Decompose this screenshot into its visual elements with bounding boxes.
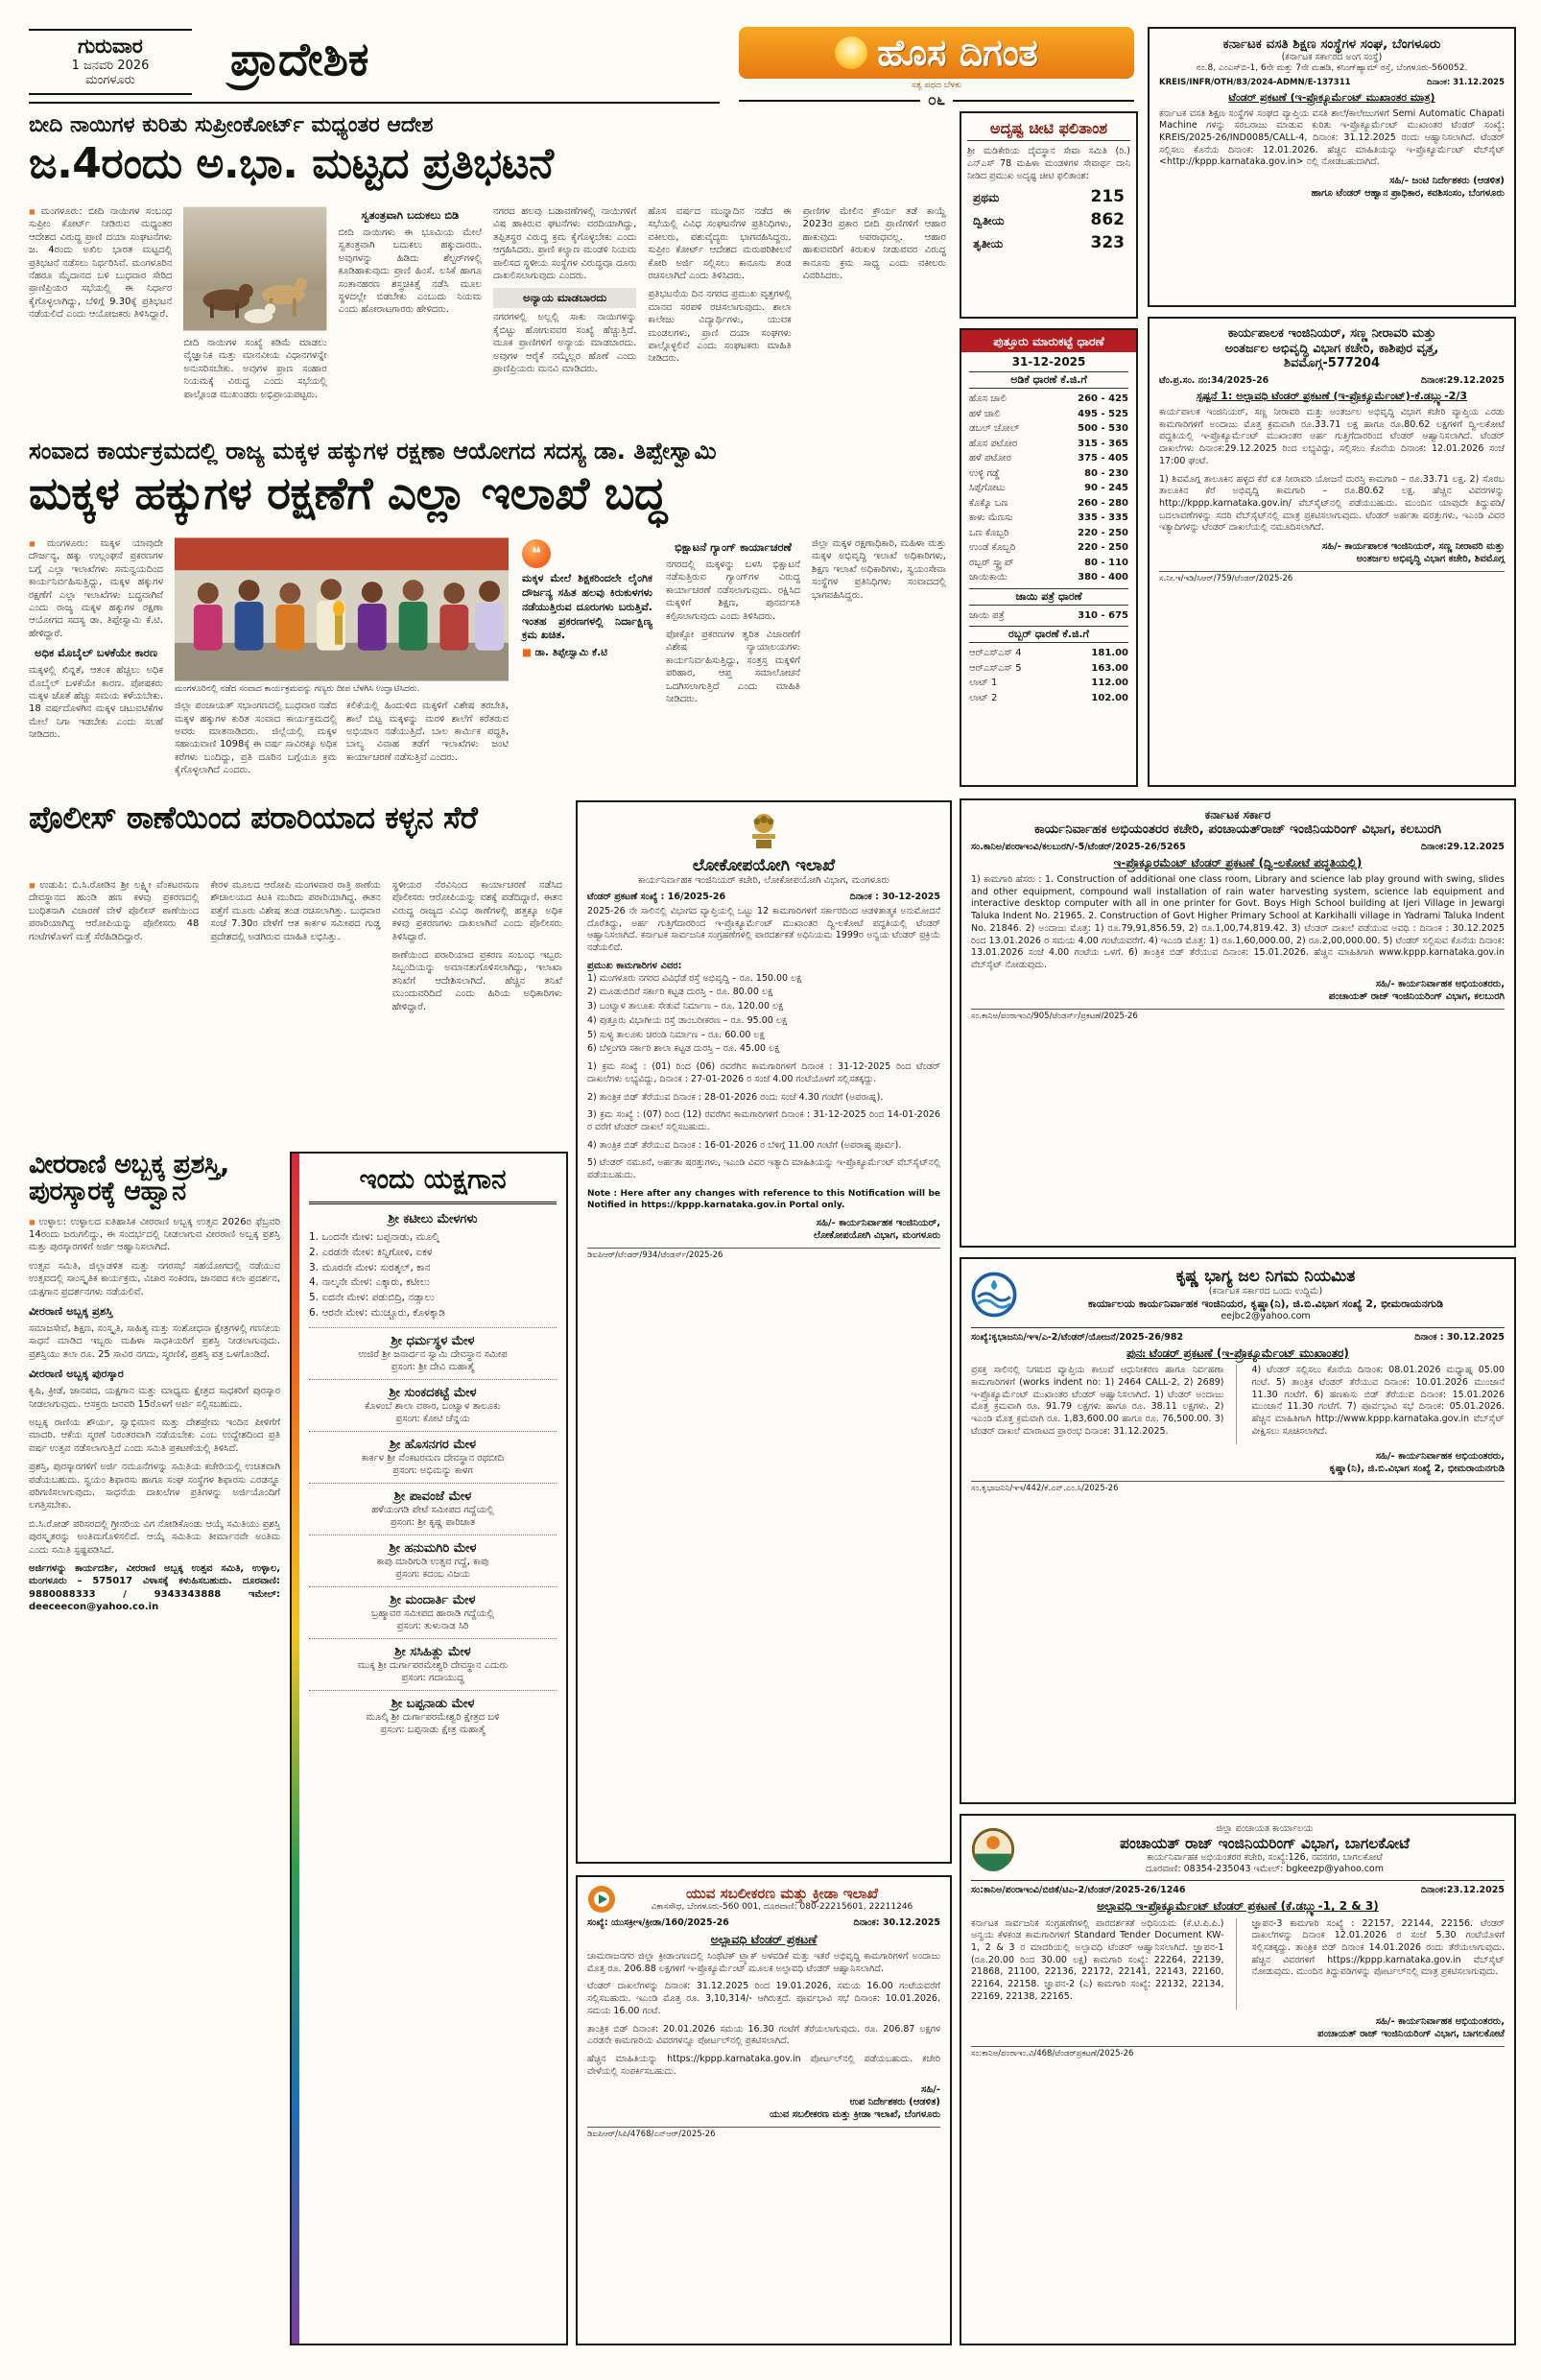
mela-prasanga: ಪ್ರಸಂಗ: ಕದಂಬ ವಿಜಯ [395, 1568, 470, 1580]
market-row [969, 556, 1128, 571]
government-label: ಕರ್ನಾಟಕ ಸರ್ಕಾರ [1204, 808, 1271, 821]
paragraph: ನಗರಗಳಲ್ಲಿ ಅಲ್ಲಲ್ಲಿ ಸಾಕು ನಾಯಿಗಳನ್ನು ಕೈಬಿಟ್ಟು ಹೋಗುವವರ ಸಂಖ್ಯೆ ಹೆಚ್ಚುತ್ತಿದೆ. ಮೂಕ ಪ್ರಾಣಿಗಳಿಗೆ ಅನ್ಯಾಯ ಮಾಡಬಾರದು. ಅವುಗಳ ಆರೈಕೆ ನಮ್ಮೆಲ್ಲರ ಹೊಣೆ ಎಂದು ಪ್ರಾಣಿಪ್ರಿಯರು ಮನವಿ ಮಾಡಿದರು. [492, 312, 637, 374]
price: 163.00 [1091, 662, 1128, 674]
paragraph: ಪೋಕ್ಸೋ ಪ್ರಕರಣಗಳ ತ್ವರಿತ ವಿಚಾರಣೆಗೆ ವಿಶೇಷ ನ್ಯಾಯಾಲಯಗಳು ಕಾರ್ಯನಿರ್ವಹಿಸುತ್ತಿದ್ದು, ಸಂತ್ರಸ್ತ ಮಕ್ಕಳಿಗೆ ಪರಿಹಾರ, ಆಪ್ತ ಸಮಾಲೋಚನೆ ಒದಗಿಸಲಾಗುತ್ತಿದೆ ಎಂದು ಮಾಹಿತಿ ನೀಡಿದರು. [666, 629, 800, 704]
mela-entry [309, 1328, 557, 1380]
sun-logo-icon [835, 36, 867, 69]
paragraph: ನಗರದಲ್ಲಿ ಮಕ್ಕಳನ್ನು ಬಳಸಿ ಭಿಕ್ಷಾಟನೆ ನಡೆಸುತ್ತಿರುವ ಗ್ಯಾಂಗ್‌ಗಳ ವಿರುದ್ಧ ಕಾರ್ಯಾಚರಣೆ ನಡೆಸಲಾಗುವುದು. ರಕ್ಷಿಸಿದ ಮಕ್ಕಳಿಗೆ ಶಿಕ್ಷಣ, ಪುನರ್ವಸತಿ ಕಲ್ಪಿಸಲಾಗುವುದು ಎಂದು ತಿಳಿಸಿದರು. [666, 559, 800, 622]
paragraph: ಮಕ್ಕಳಲ್ಲಿ ಖಿನ್ನತೆ, ಆತಂಕ ಹೆಚ್ಚಲು ಅಧಿಕ ಮೊಬೈಲ್ ಬಳಕೆಯೇ ಕಾರಣ. ಪೋಷಕರು ಮಕ್ಕಳ ಜೊತೆ ಹೆಚ್ಚು ಸಮಯ ಕಳೆಯಬೇಕು. 18 ವರ್ಷದೊಳಗಿನ ಮಕ್ಕಳ ಚಟುವಟಿಕೆಗಳ ಮೇಲೆ ನಿಗಾ ಇಡಬೇಕು ಎಂದು ಸಲಹೆ ನೀಡಿದರು. [29, 665, 163, 741]
office-name: ಕಾರ್ಯಪಾಲಕ ಇಂಜಿನಿಯರ್, ಸಣ್ಣ ನೀರಾವರಿ ಮತ್ತು [1227, 326, 1436, 341]
paragraph: ಹೊಸ ವರ್ಷದ ಮುನ್ನಾದಿನ ನಡೆದ ಈ ಸಭೆಯಲ್ಲಿ ವಿವಿಧ ಸಂಘಟನೆಗಳ ಪ್ರತಿನಿಧಿಗಳು, ವಕೀಲರು, ಪಶುವೈದ್ಯರು ಭಾಗವಹಿಸಿದ್ದರು. ಸುಪ್ರೀಂ ಕೋರ್ಟ್ ಆದೇಶದ ಮರುಪರಿಶೀಲನೆ ಕೋರಿ ಅರ್ಜಿ ಸಲ್ಲಿಸಲು ಕಾನೂನು ತಂಡ ರಚಿಸಲಾಗಿದೆ ಎಂದು ತಿಳಿಸಿದರು. [648, 206, 792, 281]
office-name: ಕಾರ್ಯನಿರ್ವಾಹಕ ಅಭಿಯಂತರರ ಕಚೇರಿ, ಪಂಚಾಯತ್‌ರಾಜ್ ಇಂಜಿನಿಯರಿಂಗ್ ವಿಭಾಗ, ಕಲಬುರಗಿ [1033, 821, 1442, 838]
price: 181.00 [1091, 648, 1128, 658]
lottery-row [973, 233, 1125, 252]
signature-line: ಅಂತರ್ಜಲ ಅಭಿವೃದ್ಧಿ ವಿಭಾಗ ಕಚೇರಿ, ಶಿವಮೊಗ್ಗ [1356, 554, 1505, 565]
prize-label: ದ್ವಿತೀಯ [973, 214, 1005, 228]
kalaburagi-tender-notice [960, 798, 1516, 1248]
tender-date: ದಿನಾಂಕ : 30-12-2025 [849, 891, 940, 902]
market-row [969, 646, 1128, 661]
paper-tagline: ಸತ್ಯ ಪಥದ ಬೆಳಕು [911, 81, 962, 90]
shivamogga-tender-notice [1148, 317, 1516, 787]
mela-venue: ಕಾರ್ಕಳ ಶ್ರೀ ವೆಂಕಟರಮಣ ದೇವಸ್ಥಾನ ರಥಬೀದಿ [361, 1452, 505, 1464]
mela-name: ಶ್ರೀ ಹೊಸನಗರ ಮೇಳ [389, 1437, 477, 1452]
commodity: ಹಳೆ ಚಾಲಿ [969, 408, 1001, 419]
tender-date: ದಿನಾಂಕ : 30.12.2025 [1414, 1331, 1505, 1343]
kbjnl-logo-icon [971, 1272, 1017, 1318]
tender-date: ದಿನಾಂಕ:23.12.2025 [1420, 1885, 1505, 1896]
signature-line: ಸಹಿ/- ಕಾರ್ಯನಿರ್ವಾಹಕ ಇಂಜಿನಿಯರ್, [816, 1217, 940, 1228]
paper-name: ಹೊಸ ದಿಗಂತ [877, 31, 1038, 74]
paragraph: ಜಿಲ್ಲಾ ಮಕ್ಕಳ ರಕ್ಷಣಾಧಿಕಾರಿ, ಮಹಿಳಾ ಮತ್ತು ಮಕ್ಕಳ ಅಭಿವೃದ್ಧಿ ಇಲಾಖೆ ಅಧಿಕಾರಿಗಳು, ಶಿಕ್ಷಣ ಇಲಾಖೆ ಅಧಿಕಾರಿಗಳು, ಸ್ವಯಂಸೇವಾ ಸಂಸ್ಥೆಗಳ ಪ್ರತಿನಿಧಿಗಳು ಸಂವಾದದಲ್ಲಿ ಭಾಗವಹಿಸಿದ್ದರು. [812, 538, 946, 601]
mela-venue: ಕಾಪು ಮಾರಿಗುಡಿ ಉತ್ಸವ ಗದ್ದೆ, ಕಾಪು [376, 1556, 489, 1567]
work-item: 6) ಬೆಳ್ತಂಗಡಿ ಸರ್ಕಾರಿ ಶಾಲಾ ಕಟ್ಟಡ ದುರಸ್ತಿ – ರೂ. 45.00 ಲಕ್ಷ [587, 1043, 780, 1055]
paragraph: ◼ ಮಂಗಳೂರು: ಮಕ್ಕಳ ಯಾವುದೇ ದೌರ್ಜನ್ಯ, ಹಕ್ಕು ಉಲ್ಲಂಘನೆ ಪ್ರಕರಣಗಳ ಬಗ್ಗೆ ಎಲ್ಲಾ ಇಲಾಖೆಗಳು ಸಮನ್ವಯದಿಂದ ಕಾರ್ಯನಿರ್ವಹಿಸುತ್ತಿದ್ದು, ಮಕ್ಕಳ ಹಕ್ಕುಗಳ ರಕ್ಷಣೆಗೆ ಎಲ್ಲಾ ಇಲಾಖೆಗಳು ಬದ್ಧವಾಗಿವೆ ಎಂದು ರಾಜ್ಯ ಮಕ್ಕಳ ಹಕ್ಕುಗಳ ರಕ್ಷಣಾ ಆಯೋಗದ ಸದಸ್ಯ ಡಾ. ತಿಪ್ಪೇಸ್ವಾಮಿ ಕೆ.ಟಿ. ಹೇಳಿದ್ದಾರೆ. [29, 537, 163, 640]
kateelu-title: ಶ್ರೀ ಕಟೀಲು ಮೇಳಗಳು [388, 1212, 478, 1226]
mela-entry [309, 1484, 557, 1535]
notice-note: Note : Here after any changes with reference to this Notification will be Notified in https://kppp.karnataka.gov.in Portal only. [587, 1188, 940, 1210]
price-range: 335 - 335 [1078, 512, 1128, 523]
article-police-headline: ಪೊಲೀಸ್ ಠಾಣೆಯಿಂದ ಪರಾರಿಯಾದ ಕಳ್ಳನ ಸೆರೆ [29, 799, 478, 836]
office-name: ಕಾರ್ಯನಿರ್ವಾಹಕ ಇಂಜಿನಿಯರ್ ಕಚೇರಿ, ಲೋಕೋಪಯೋಗಿ ವಿಭಾಗ, ಮಂಗಳೂರು [638, 875, 889, 887]
kateelu-item: 4. ನಾಲ್ಕನೇ ಮೇಳ: ಎಕ್ಕಾರು, ಕಟೀಲು [309, 1276, 430, 1289]
yakshagana-title: ಇಂದು ಯಕ್ಷಗಾನ [309, 1163, 557, 1204]
page-number-rule [739, 90, 1134, 108]
price-range: 80 - 230 [1084, 467, 1128, 479]
notice-heading: ಪುನಃ ಟೆಂಡರ್ ಪ್ರಕಟಣೆ (ಇ-ಪ್ರೊಕ್ಯೂರ್ಮೆಂಟ್ ಮುಖಾಂತರ) [1126, 1345, 1349, 1360]
notice-body: ಜ್ಞಾಪನ-3 ಕಾಮಗಾರಿ ಸಂಖ್ಯೆ : 22157, 22144, 22156. ಟೆಂಡರ್ ದಾಖಲೆಗಳನ್ನು ದಿನಾಂಕ 12.01.2026 ರ ಸಂಜೆ 5.30 ಗಂಟೆಯೊಳಗೆ ಸಲ್ಲಿಸತಕ್ಕದ್ದು. ತಾಂತ್ರಿಕ ಬಿಡ್ ದಿನಾಂಕ 14.01.2026 ರಂದು ತೆರೆಯಲಾಗುವುದು. ಹೆಚ್ಚಿನ ವಿವರಗಳಿಗೆ https://kppp.karnataka.gov.in ವೆಬ್‌ಸೈಟ್ ನೋಡುವುದು. ಮುಂದಿನ ತಿದ್ದುಪಡಿಗಳನ್ನು ಪೋರ್ಟಲ್‌ನಲ್ಲಿ ಮಾತ್ರ ಪ್ರಕಟಿಸಲಾಗುವುದು. [1251, 1917, 1505, 1978]
article-abbakka-headline: ವೀರರಾಣಿ ಅಬ್ಬಕ್ಕ ಪ್ರಶಸ್ತಿ, ಪುರಸ್ಕಾರಕ್ಕೆ ಆಹ್ವಾನ [29, 1152, 229, 1207]
commodity: ಜಾಯಿಕಾಯಿ [969, 572, 1008, 583]
tender-date: ದಿನಾಂಕ:29.12.2025 [1420, 374, 1505, 386]
mela-entry [309, 1380, 557, 1432]
org-address: ಕಾರ್ಯನಿರ್ವಾಹಕ ಅಭಿಯಂತರರ ಕಚೇರಿ, ಸಂಖ್ಯೆ:126, ನವನಗರ, ಬಾಗಲಕೋಟೆ [1147, 1852, 1383, 1864]
paragraph: ಕೃಷಿ, ಕ್ರೀಡೆ, ಜಾನಪದ, ಯಕ್ಷಗಾನ ಮತ್ತು ಮಾಧ್ಯಮ ಕ್ಷೇತ್ರದ ಸಾಧಕರಿಗೆ ಪುರಸ್ಕಾರ ನೀಡಲಾಗುವುದು. ಆಸಕ್ತರು ಜನವರಿ 15ರೊಳಗೆ ಅರ್ಜಿ ಸಲ್ಲಿಸಬಹುದು. [29, 1386, 280, 1410]
sub-headline: ವೀರರಾಣಿ ಅಬ್ಬಕ್ಕ ಪ್ರಶಸ್ತಿ [29, 1304, 113, 1319]
mela-name: ಶ್ರೀ ಹನುಮಗಿರಿ ಮೇಳ [389, 1540, 477, 1556]
commodity: ಉಳ್ಳಿ ಗಡ್ಡೆ [969, 467, 1000, 479]
tender-ref: ಸಂಖ್ಯೆ: ಯುಸಕ್ರೀಇ/ಕ್ರೀಡಾ/160/2025-26 [587, 1917, 729, 1928]
market-row [969, 481, 1128, 496]
quote-text: ಮಕ್ಕಳ ಮೇಲೆ ಶಿಕ್ಷಕರಿಂದಲೇ ಲೈಂಗಿಕ ದೌರ್ಜನ್ಯ ಸಹಿತ ಹಲವು ಕಿರುಕುಳಗಳು ನಡೆಯುತ್ತಿರುವ ದೂರುಗಳು ಬರುತ್ತಿವೆ. ಇಂತಹ ಪ್ರಕರಣಗಳಲ್ಲಿ ನಿರ್ದಾಕ್ಷಿಣ್ಯ ಕ್ರಮ ಖಚಿತ. [522, 572, 652, 642]
mela-prasanga: ಪ್ರಸಂಗ: ಗದಾಯುದ್ಧ [401, 1672, 464, 1683]
notice-body: 1) ಕಾಮಗಾರಿ ಹೆಸರು : 1. Construction of additional one class room, Library and science lab play ground with swing, slides and other equipment, compound wall installation of rain water harvesting system, science lab equipment and interactive desktop computer with all in one printer for Govt. Boys High School building at Ijeri Village in Jewargi Taluka Indent No. 21965. 2. Construction of Govt Higher Primary School at Karkihalli village in Yadrami Taluka Indent No. 21846. 2) ಅಂದಾಜು ಮೊತ್ತ: 1) ರೂ.79,91,856.59, 2) ರೂ.1,00,74,819.42. 3) ಟೆಂಡರ್ ದಾಖಲೆ ಪಡೆಯುವ ಅವಧಿ : ದಿನಾಂಕ : 30.12.2025 ರಿಂದ 13.01.2026 ರ ಸಮಯ 4.00 ಗಂಟೆಯವರೆಗೆ. 4) ಇಎಂಡಿ ಮೊತ್ತ: 1) ರೂ.1,60,000.00, 2) ರೂ.2,00,000.00. 5) ಟೆಂಡರ್ ಸಲ್ಲಿಸುವ ಕೊನೆಯ ದಿನಾಂಕ: 13.01.2026 ಸಂಜೆ 4.00 ಗಂಟೆಯ ಒಳಗೆ. 6) ತಾಂತ್ರಿಕ ಬಿಡ್ ತೆರೆಯುವ ದಿನಾಂಕ: 15.01.2026. ಹೆಚ್ಚಿನ ಮಾಹಿತಿಗಾಗಿ www.kppp.karnataka.gov.in ವೆಬ್‌ಸೈಟ್ ನೋಡುವುದು. [971, 873, 1505, 970]
notice-intro: 2025-26 ನೇ ಸಾಲಿನಲ್ಲಿ ವಿಭಾಗದ ವ್ಯಾಪ್ತಿಯಲ್ಲಿ ಒಟ್ಟು 12 ಕಾಮಗಾರಿಗಳಿಗೆ ಸರ್ಕಾರದಿಂದ ಆಡಳಿತಾತ್ಮಕ ಅನುಮೋದನೆ ದೊರೆತಿದ್ದು, ಅರ್ಹ ಗುತ್ತಿಗೆದಾರರಿಂದ ಇ-ಪ್ರೊಕ್ಯೂರ್ಮೆಂಟ್ ಮುಖಾಂತರ ದ್ವಿ-ಲಕೋಟೆ ಪದ್ಧತಿಯಲ್ಲಿ ಟೆಂಡರ್ ಆಹ್ವಾನಿಸಲಾಗಿದೆ. ಕರ್ನಾಟಕ ಸಾರ್ವಜನಿಕ ಸಂಗ್ರಹಣೆಗಳಲ್ಲಿ ಪಾರದರ್ಶಕತೆ ಅಧಿನಿಯಮ 1999ರ ಅನ್ವಯ ಟೆಂಡರ್ ಪ್ರಕ್ರಿಯೆ ನಡೆಯಲಿದೆ. [587, 905, 940, 954]
lottery-row [973, 210, 1125, 229]
notice-body: ಕರ್ನಾಟಕ ವಸತಿ ಶಿಕ್ಷಣ ಸಂಸ್ಥೆಗಳ ಸಂಘದ ವ್ಯಾಪ್ತಿಯ ವಸತಿ ಶಾಲೆ/ಕಾಲೇಜುಗಳಿಗೆ Semi Automatic Chapati Machine ಗಳನ್ನು ಸರಬರಾಜು ಮಾಡುವ ಕುರಿತು ಇ-ಪ್ರೊಕ್ಯೂರ್ಮೆಂಟ್ ಮುಖಾಂತರ ಟೆಂಡರ್ ಸಂಖ್ಯೆ: KREIS/2025-26/IND0085/CALL-4, ದಿನಾಂಕ: 31.12.2025 ರಂದು ಆಹ್ವಾನಿಸಲಾಗಿದೆ. ಟೆಂಡರ್ ಸಲ್ಲಿಸಲು ಕೊನೆಯ ದಿನಾಂಕ: 12.01.2026. ಹೆಚ್ಚಿನ ಮಾಹಿತಿಯನ್ನು ಇ-ಪ್ರೊಕ್ಯೂರ್ಮೆಂಟ್ ವೆಬ್‌ಸೈಟ್ <http://kppp.karnataka.gov.in> ನಲ್ಲಿ ನೋಡಬಹುದಾಗಿದೆ. [1159, 107, 1505, 168]
bagalkot-tender-notice [960, 1814, 1516, 2345]
notice-paragraph: ಚಾಮರಾಜನಗರ ಜಿಲ್ಲಾ ಕ್ರೀಡಾಂಗಣದಲ್ಲಿ ಸಿಂಥೆಟಿಕ್ ಟ್ರ್ಯಾಕ್ ಅಳವಡಿಕೆ ಮತ್ತು ಇತರೆ ಅಭಿವೃದ್ಧಿ ಕಾಮಗಾರಿಗಳಿಗೆ ಅಂದಾಜು ಮೊತ್ತ ರೂ. 206.88 ಲಕ್ಷಗಳಿಗೆ ಇ-ಪ್ರೊಕ್ಯೂರ್ಮೆಂಟ್ ಮೂಲಕ ಅಲ್ಪಾವಧಿ ಟೆಂಡರ್ ಆಹ್ವಾನಿಸಲಾಗಿದೆ. [587, 1951, 940, 1974]
commodity: ಕೊಕ್ಕೊ ಒಣ [969, 497, 1008, 509]
paragraph: ಉತ್ಸವ ಸಮಿತಿ, ಜಿಲ್ಲಾಡಳಿತ ಮತ್ತು ನಗರಸಭೆ ಸಹಯೋಗದಲ್ಲಿ ನಡೆಯುವ ಉತ್ಸವದಲ್ಲಿ ಸಾಂಸ್ಕೃತಿಕ ಕಾರ್ಯಕ್ರಮ, ವಿಚಾರ ಸಂಕಿರಣ, ಜಾನಪದ ಕಲಾ ಪ್ರದರ್ಶನ, ಯಕ್ಷಗಾನ ಪ್ರದರ್ಶನಗಳು ನಡೆಯಲಿವೆ. [29, 1260, 280, 1297]
market-row [969, 526, 1128, 541]
market-row [969, 407, 1128, 422]
commodity: ಡಬಲ್ ಚೋಲ್ [969, 423, 1020, 434]
work-item: 3) ಬಂಟ್ವಾಳ ತಾಲೂಕು ಸೇತುವೆ ನಿರ್ಮಾಣ – ರೂ. 120.00 ಲಕ್ಷ [587, 1001, 784, 1012]
ref-code: ಸ.ನೀ.ಇ/ಇಡಿ/ಸಿಆರ್/759/ಟೆಂಡರ್/2025-26 [1159, 571, 1505, 583]
commodity: ರಬ್ಬರ್ ಸ್ಕ್ರ್ಯಾಪ್ [969, 557, 1014, 568]
market-row [969, 661, 1128, 677]
mela-venue: ಮುಕ್ಕ ಶ್ರೀ ದುರ್ಗಾಪರಮೇಶ್ವರಿ ದೇವಸ್ಥಾನ ಎದುರು [357, 1659, 509, 1671]
paragraph: ಕೇರಳ ಮೂಲದ ಆರೋಪಿ ಮಂಗಳವಾರ ರಾತ್ರಿ ಠಾಣೆಯ ಶೌಚಾಲಯದ ಕಿಟಕಿ ಮುರಿದು ಪರಾರಿಯಾಗಿದ್ದ. ಈತನ ಪತ್ತೆಗೆ ಮೂರು ವಿಶೇಷ ತಂಡ ರಚಿಸಲಾಗಿತ್ತು. ಬುಧವಾರ ಸಂಜೆ 7.30ರ ವೇಳೆಗೆ ಆತ ಕಾರ್ಕಳ ಸಮೀಪದ ಗುಡ್ಡ ಪ್ರದೇಶದಲ್ಲಿ ಅಡಗಿರುವ ಮಾಹಿತಿ ಲಭಿಸಿತ್ತು. [210, 880, 381, 942]
mela-entry [309, 1587, 557, 1639]
org-name: ಕೃಷ್ಣ ಭಾಗ್ಯ ಜಲ ನಿಗಮ ನಿಯಮಿತ [1175, 1267, 1356, 1286]
ref-code: ಸಂ.ಕೃಭಾಜನಿನಿ/ಇಇ/442/ಕೆ.ಎನ್.ಎಂ.ಸಿ/2025-26 [971, 1481, 1505, 1493]
tender-date: ದಿನಾಂಕ: 31.12.2025 [1427, 78, 1505, 88]
ref-code: ಸಂ:ಕಾನಿಅ/ಪಂರಾಇಂ.ವಿ/468/ಟೆಂಡರ್‌ಪ್ರಕಟಣೆ/2025-26 [971, 2046, 1505, 2059]
notice-item: 3) ಕ್ರಮ ಸಂಖ್ಯೆ : (07) ರಿಂದ (12) ರವರೆಗಿನ ಕಾಮಗಾರಿಗಳಿಗೆ ದಿನಾಂಕ : 31-12-2025 ರಿಂದ 14-01-2026 ರ ವರೆಗೆ ಟೆಂಡರ್ ದಾಖಲೆ ಸಲ್ಲಿಸಬಹುದು. [587, 1109, 940, 1132]
price-range: 380 - 400 [1078, 572, 1128, 583]
sub-headline: ಭಿಕ್ಷಾಟನೆ ಗ್ಯಾಂಗ್ ಕಾರ್ಯಾಚರಣೆ [675, 540, 792, 554]
price-range: 260 - 425 [1078, 393, 1128, 404]
lottery-description: ಶ್ರೀ ಮಡಿಕೇರಿಯ ದೈವಸ್ಥಾನ ಸೇವಾ ಸಮಿತಿ (ರಿ.) ಎನ್‌ಎಸ್ 78 ಮಹಿಳಾ ಮಂಡಳಿಗಳ ಸೇವಾರ್ಥ ದಾನಿ ನೀಡಿದ ಪ್ರಮುಖ ಅದೃಷ್ಟ ಚೀಟಿ ಫಲಿತಾಂಶ: [967, 146, 1130, 181]
mela-name: ಶ್ರೀ ಮಂದಾರ್ತಿ ಮೇಳ [390, 1592, 476, 1607]
notice-heading: ಅಲ್ಪಾವಧಿ ಇ-ಪ್ರೊಕ್ಯೂರ್ಮೆಂಟ್ ಟೆಂಡರ್ ಪ್ರಕಟಣೆ (ಕೆ.ಡಬ್ಲ್ಯು-1, 2 & 3) [1097, 1899, 1379, 1914]
commodity: ಉಂಡೆ ಕೊಬ್ಬರಿ [969, 542, 1016, 553]
notice-heading: ಸ್ಪಷ್ಟನೆ 1: ಅಲ್ಪಾವಧಿ ಟೆಂಡರ್ ಪ್ರಕಟಣೆ (ಇ-ಪ್ರೊಕ್ಯೂರ್ಮೆಂಟ್)-ಕೆ.ಡಬ್ಲ್ಯು-2/3 [1196, 389, 1468, 402]
prize-label: ಪ್ರಥಮ [973, 191, 1000, 205]
paragraph: ಬಿ.ಸಿ.ರೋಡ್ ಪರಿಸರದಲ್ಲಿ ಗ್ರೀನರಿಯ ವಿಗ ನೋಡಿಕೊಂಡು ಆಯ್ಕೆ ಸಮಿತಿಯು ಪ್ರಶಸ್ತಿ ಪುರಸ್ಕೃತರನ್ನು ಅಂತಿಮಗೊಳಿಸಲಿದೆ. ಆಯ್ಕೆ ಸಮಿತಿಯ ತೀರ್ಮಾನವೇ ಅಂತಿಮ ಎಂದು ಸಮಿತಿ ಸ್ಪಷ್ಟಪಡಿಸಿದೆ. [29, 1518, 280, 1556]
org-parent: ಜಿಲ್ಲಾ ಪಂಚಾಯತ ಕಾರ್ಯಾಲಯ [1216, 1823, 1314, 1834]
page-number: ೦೬ [920, 90, 953, 109]
work-item: 2) ಮೂಡುಬಿದಿರೆ ಸರ್ಕಾರಿ ಕಟ್ಟಡ ದುರಸ್ತಿ – ರೂ. 80.00 ಲಕ್ಷ [587, 987, 773, 998]
signature-line: ಲೋಕೋಪಯೋಗಿ ವಿಭಾಗ, ಮಂಗಳೂರು [813, 1229, 940, 1241]
commodity: ಹೊಸ ಪಟೋರ [969, 438, 1018, 449]
signature-line: ಸಹಿ/- ಕಾರ್ಯಪಾಲಕ ಇಂಜಿನಿಯರ್, ಸಣ್ಣ ನೀರಾವರಿ ಮತ್ತು [1321, 541, 1505, 553]
mela-prasanga: ಪ್ರಸಂಗ: ಬಪ್ಪನಾಡು ಕ್ಷೇತ್ರ ಮಹಾತ್ಮೆ [380, 1724, 486, 1735]
price: 112.00 [1091, 678, 1128, 688]
paragraph: ◼ ಉಡುಪಿ: ಬಿ.ಸಿ.ರೋಡಿನ ಶ್ರೀ ಲಕ್ಷ್ಮೀ ವೆಂಕಟರಮಣ ದೇವಸ್ಥಾನದ ಹುಂಡಿ ಹಣ ಕಳವು ಪ್ರಕರಣದಲ್ಲಿ ಬಂಧಿತನಾಗಿ ವಿಚಾರಣೆ ವೇಳೆ ಪೊಲೀಸ್ ಠಾಣೆಯಿಂದ ಪರಾರಿಯಾಗಿದ್ದ ಆರೋಪಿಯನ್ನು ಪೊಲೀಸರು 48 ಗಂಟೆಗಳೊಳಗೆ ಮತ್ತೆ ಸೆರೆಹಿಡಿದಿದ್ದಾರೆ. [29, 879, 199, 943]
market-row [969, 570, 1128, 585]
market-row [969, 608, 1128, 624]
sports-tender-notice [576, 1875, 952, 2345]
mela-prasanga: ಪ್ರಸಂಗ: ಅಭಿಮನ್ಯು ಕಾಳಗ [392, 1464, 473, 1476]
tender-date: ದಿನಾಂಕ: 30.12.2025 [853, 1917, 940, 1928]
signature-line: ಹಾಗೂ ಟೆಂಡರ್ ಆಹ್ವಾನ ಪ್ರಾಧಿಕಾರ, ಕವಶಿಸಂಸಂ, ಬೆಂಗಳೂರು [1311, 188, 1505, 200]
market-row [969, 691, 1128, 706]
kbjnl-tender-notice [960, 1257, 1516, 1804]
signature-line: ಪಂಚಾಯತ್ ರಾಜ್ ಇಂಜಿನಿಯರಿಂಗ್ ವಿಭಾಗ, ಬಾಗಲಕೋಟೆ [1317, 2028, 1505, 2039]
notice-heading: ಇ-ಪ್ರೊಕ್ಯೂರಮೆಂಟ್ ಟೆಂಡರ್ ಪ್ರಕಟಣೆ (ದ್ವಿ-ಲಕೋಟೆ ಪದ್ಧತಿಯಲ್ಲಿ) [1113, 855, 1363, 869]
prize-number: 215 [1090, 187, 1125, 207]
prize-label: ತೃತೀಯ [973, 237, 1004, 251]
org-name: ಪಂಚಾಯತ್ ರಾಜ್ ಇಂಜಿನಿಯರಿಂಗ್ ವಿಭಾಗ, ಬಾಗಲಕೋಟೆ [1120, 1834, 1410, 1852]
signature-line: ಕೃಷ್ಣಾ(ನಿ), ಜಿ.ಬಿ.ವಿಭಾಗ ಸಂಖ್ಯೆ 2, ಭೀಮರಾಯನಗುಡಿ [1329, 1463, 1505, 1474]
paragraph: ಪ್ರಾಣಿಗಳ ಮೇಲಿನ ಕ್ರೌರ್ಯ ತಡೆ ಕಾಯ್ದೆ 2023ರ ಪ್ರಕಾರ ಬೀದಿ ಪ್ರಾಣಿಗಳಿಗೆ ಆಹಾರ ಹಾಕುವುದು ಅಪರಾಧವಲ್ಲ. ಆಹಾರ ಹಾಕುವವರಿಗೆ ಕಿರುಕುಳ ನೀಡುವವರ ವಿರುದ್ಧ ಕಾನೂನು ಕ್ರಮ ಸಾಧ್ಯ ಎಂದು ವಕೀಲರು ವಿವರಿಸಿದರು. [802, 206, 946, 281]
market-row [969, 437, 1128, 452]
mela-venue: ಮೂಲ್ಕಿ ಶ್ರೀ ದುರ್ಗಾಪರಮೇಶ್ವರಿ ಕ್ಷೇತ್ರದ ಬಳಿ [366, 1711, 500, 1723]
dateline-day: ಗುರುವಾರ [78, 35, 143, 58]
market-title: ಪುತ್ತೂರು ಮಾರುಕಟ್ಟೆ ಧಾರಣೆ [961, 330, 1136, 352]
signature-line: ಉಪ ನಿರ್ದೇಶಕರು (ಆಡಳಿತ) [849, 2097, 940, 2108]
mela-venue: ಉಜಿರೆ ಶ್ರೀ ಜನಾರ್ದನ ಸ್ವಾಮಿ ದೇವಸ್ಥಾನ ಸಮೀಪ [358, 1348, 508, 1360]
tender-ref: ಸಂ:ಕಾನಿಅ/ಪಂರಾಇಂವಿ/ಬಿಜಿಕೆ/ಟಿಎ-2/ಟೆಂಡರ್/2025-26/1246 [971, 1885, 1186, 1896]
rainbow-strip [292, 1154, 299, 2344]
paragraph: ಪ್ರತಿಭಟನೆಯ ದಿನ ನಗರದ ಪ್ರಮುಖ ವೃತ್ತಗಳಲ್ಲಿ ಮಾನವ ಸರಪಳಿ ರಚಿಸಲಾಗುವುದು. ಶಾಲಾ ಕಾಲೇಜು ವಿದ್ಯಾರ್ಥಿಗಳು, ಯುವಕ ಮಂಡಲಗಳು, ಪ್ರಾಣಿ ದಯಾ ಸಂಘಗಳು ಪಾಲ್ಗೊಳ್ಳಲಿವೆ ಎಂದು ಸಂಘಟಕರು ಮಾಹಿತಿ ನೀಡಿದರು. [648, 289, 792, 365]
kreis-tender-notice [1148, 27, 1516, 307]
mela-name: ಶ್ರೀ ಬಪ್ಪನಾಡು ಮೇಳ [391, 1696, 475, 1711]
mela-prasanga: ಪ್ರಸಂಗ: ತುಳುನಾಡ ಸಿರಿ [396, 1620, 469, 1631]
section-title: ಪ್ರಾದೇಶಿಕ [230, 33, 369, 86]
market-row [969, 392, 1128, 407]
mela-venue: ಬ್ರಹ್ಮಾವರ ಸಮೀಪದ ಹಾರಾಡಿ ಗದ್ದೆಯಲ್ಲಿ [371, 1607, 494, 1619]
contact-info: ಅರ್ಜಿಗಳನ್ನು ಕಾರ್ಯದರ್ಶಿ, ವೀರರಾಣಿ ಅಬ್ಬಕ್ಕ ಉತ್ಸವ ಸಮಿತಿ, ಉಳ್ಳಾಲ, ಮಂಗಳೂರು – 575017 ವಿಳಾಸಕ್ಕೆ ಕಳುಹಿಸಬಹುದು. ದೂರವಾಣಿ: 9880088333 / 9343343888 ಇಮೇಲ್: deeceecon@yahoo.co.in [29, 1562, 280, 1613]
price-range: 80 - 110 [1084, 557, 1128, 568]
market-section-title: ಅಡಿಕೆ ಧಾರಣೆ ಕೆ.ಜಿ.ಗೆ [969, 371, 1128, 389]
signature-line: ಪಂಚಾಯತ್ ರಾಜ್ ಇಂಜಿನಿಯರಿಂಗ್ ವಿಭಾಗ, ಕಲಬುರಗಿ [1328, 990, 1505, 1002]
dateline [29, 29, 192, 95]
commodity: ಹೊಸ ಚಾಲಿ [969, 393, 1007, 404]
notice-paragraph: ಹೆಚ್ಚಿನ ಮಾಹಿತಿಯನ್ನು https://kppp.karnataka.gov.in ಪೋರ್ಟಲ್‌ನಲ್ಲಿ ಪಡೆಯಬಹುದು. ಕಚೇರಿ ವೇಳೆಯಲ್ಲಿ ಸಂಪರ್ಕಿಸಬಹುದು. [587, 2054, 940, 2077]
article-dogs-body [29, 205, 946, 430]
kateelu-item: 6. ಆರನೇ ಮೇಳ: ಮುಚ್ಚೂರು, ಕೊಳಕ್ಕಾಡಿ [309, 1306, 557, 1328]
market-section-title: ಜಾಯಿ ಪತ್ರೆ ಧಾರಣೆ [969, 588, 1128, 606]
price-range: 495 - 525 [1078, 408, 1128, 419]
tender-ref: ಸಂ.ಕಾನಿಅ/ಪಂರಾಇಂವಿ/ಕಲಬುರಗಿ/-5/ಟೆಂಡರ್/2025-26/5265 [971, 841, 1186, 852]
price: 102.00 [1091, 692, 1128, 703]
org-phone: ದೂರವಾಣಿ: 08354-235043 ಇಮೇಲ್: bgkeezp@yahoo.com [1146, 1864, 1384, 1875]
mela-venue: ಕೊಳಂಬೆ ಶಾಲಾ ವಠಾರ, ಬಂಟ್ವಾಳ ತಾಲೂಕು [365, 1400, 501, 1412]
mela-name: ಶ್ರೀ ಸಸಿಹಿತ್ಲು ಮೇಳ [394, 1644, 471, 1659]
email-address: eejbc2@yahoo.com [1221, 1311, 1311, 1322]
signature-line: ಸಹಿ/- ಜಂಟಿ ನಿರ್ದೇಶಕರು (ಆಡಳಿತ) [1389, 176, 1505, 187]
kateelu-item: 3. ಮೂರನೇ ಮೇಳ: ಸುರತ್ಕಲ್, ಕಾನ [309, 1261, 431, 1273]
notice-heading: ಅಲ್ಪಾವಧಿ ಟೆಂಡರ್ ಪ್ರಕಟಣೆ [710, 1932, 818, 1946]
office-name: ಅಂತರ್ಜಲ ಅಭಿವೃದ್ಧಿ ವಿಭಾಗ ಕಚೇರಿ, ಕಾಶಿಪುರ ವೃತ್ತ, [1224, 341, 1439, 356]
lottery-row [973, 187, 1125, 206]
commodity: ಕಾಳು ಮೆಣಸು [969, 512, 1013, 523]
paragraph: ಪ್ರಶಸ್ತಿ, ಪುರಸ್ಕಾರಗಳಿಗೆ ಅರ್ಜಿ ನಮೂನೆಗಳನ್ನು ಸಮಿತಿಯ ಕಚೇರಿಯಲ್ಲಿ ಉಚಿತವಾಗಿ ಪಡೆಯಬಹುದು. ಸ್ವಯಂ ಶಿಫಾರಸು ಹಾಗೂ ಸಂಘ ಸಂಸ್ಥೆಗಳ ಶಿಫಾರಸು ಎರಡನ್ನೂ ಪರಿಗಣಿಸಲಾಗುವುದು. ಸಾಧನೆಯ ದಾಖಲೆಗಳ ಪ್ರತಿಗಳನ್ನು ಅರ್ಜಿಯೊಂದಿಗೆ ಲಗತ್ತಿಸಬೇಕು. [29, 1462, 280, 1511]
notice-body: ಕರ್ನಾಟಕ ಸಾರ್ವಜನಿಕ ಸಂಗ್ರಹಣೆಗಳಲ್ಲಿ ಪಾರದರ್ಶಕತೆ ಅಧಿನಿಯಮ (ಕೆ.ಟಿ.ಪಿ.ಪಿ.) ಅನ್ವಯ ಕೆಳಕಂಡ ಕಾಮಗಾರಿಗಳಿಗೆ Standard Tender Document KW-1, 2 & 3 ರ ಮಾದರಿಯಲ್ಲಿ ಅಲ್ಪಾವಧಿ ಟೆಂಡರ್ ಆಹ್ವಾನಿಸಲಾಗಿದೆ. ಜ್ಞಾಪನ-1 (ರೂ.20.00 ರಿಂದ 30.00 ಲಕ್ಷ) ಕಾಮಗಾರಿ ಸಂಖ್ಯೆ: 22264, 22139, 21868, 21100, 22136, 22172, 22141, 22143, 22160, 22164, 22158. ಜ್ಞಾಪನ-2 (ಎ) ಕಾಮಗಾರಿ ಸಂಖ್ಯೆ: 22132, 22134, 22169, 22138, 22165. [971, 1917, 1224, 2002]
yakshagana-box [290, 1152, 568, 2345]
notice-paragraph: ತಾಂತ್ರಿಕ ಬಿಡ್ ದಿನಾಂಕ: 20.01.2026 ಸಮಯ 16.30 ಗಂಟೆಗೆ ತೆರೆಯಲಾಗುವುದು. ರೂ. 206.87 ಲಕ್ಷಗಳ ಎರಡನೇ ಕಾಮಗಾರಿಯ ವಿವರಗಳನ್ನೂ ಪೋರ್ಟಲ್‌ನಲ್ಲಿ ಪ್ರಕಟಿಸಲಾಗಿದೆ. [587, 2023, 940, 2047]
article-children-headline: ಮಕ್ಕಳ ಹಕ್ಕುಗಳ ರಕ್ಷಣೆಗೆ ಎಲ್ಲಾ ಇಲಾಖೆ ಬದ್ಧ [29, 467, 667, 520]
article-police-body [29, 879, 562, 1134]
kateelu-item: 5. ಐದನೇ ಮೇಳ: ಪಡುಬಿದ್ರಿ, ನಡ್ಸಾಲು [309, 1292, 435, 1303]
price-range: 90 - 245 [1084, 483, 1128, 493]
paragraph: ಸ್ಥಳೀಯರ ನೆರವಿನಿಂದ ಕಾರ್ಯಾಚರಣೆ ನಡೆಸಿದ ಪೊಲೀಸರು ಆರೋಪಿಯನ್ನು ವಶಕ್ಕೆ ಪಡೆದಿದ್ದಾರೆ. ಈತನ ವಿರುದ್ಧ ರಾಜ್ಯದ ವಿವಿಧ ಠಾಣೆಗಳಲ್ಲಿ ಹತ್ತಕ್ಕೂ ಅಧಿಕ ಕಳವು ಪ್ರಕರಣಗಳು ದಾಖಲಾಗಿವೆ ಎಂದು ಪೊಲೀಸರು ತಿಳಿಸಿದ್ದಾರೆ. [391, 880, 562, 942]
org-subtitle: (ಕರ್ನಾಟಕ ಸರ್ಕಾರದ ಒಂದು ಉದ್ದಿಮೆ) [1208, 1286, 1323, 1297]
tender-ref: ಸಂಖ್ಯೆ:ಕೃಭಾಜನಿನಿ/ಇಇ/ಎ-2/ಟೆಂಡರ್/ಯೋಜನೆ/2025-26/982 [971, 1331, 1184, 1343]
price-range: 220 - 250 [1078, 542, 1128, 553]
tender-ref: KREIS/INFR/OTH/83/2024-ADMN/E-137311 [1159, 78, 1351, 88]
photo-caption: ಮಂಗಳೂರಿನಲ್ಲಿ ನಡೆದ ಸಂವಾದ ಕಾರ್ಯಕ್ರಮವನ್ನು ಗಣ್ಯರು ದೀಪ ಬೆಳಗಿಸಿ ಉದ್ಘಾಟಿಸಿದರು. [175, 684, 420, 694]
notice-body: 4) ಟೆಂಡರ್ ಸಲ್ಲಿಸಲು ಕೊನೆಯ ದಿನಾಂಕ: 08.01.2026 ಮಧ್ಯಾಹ್ನ 05.00 ಗಂಟೆ. 5) ತಾಂತ್ರಿಕ ಟೆಂಡರ್ ತೆರೆಯುವ ದಿನಾಂಕ: 10.01.2026 ಮುಂಜಾನೆ 11.30 ಗಂಟೆಗೆ. 6) ಹಣಕಾಸು ಬಿಡ್ ತೆರೆಯುವ ದಿನಾಂಕ: 15.01.2026 ಮುಂಜಾನೆ 11.30 ಗಂಟೆಗೆ. 7) ಪೂರ್ವಭಾವಿ ಸಭೆ ದಿನಾಂಕ: 05.01.2026. ಹೆಚ್ಚಿನ ಮಾಹಿತಿಗಾಗಿ http://www.kppp.karnataka.gov.in ವೆಬ್‌ಸೈಟ್ ವೀಕ್ಷಿಸಲು ಸೂಚಿಸಲಾಗಿದೆ. [1251, 1365, 1505, 1437]
sports-dept-logo-icon [587, 1885, 616, 1914]
mela-name: ಶ್ರೀ ಪಾವಂಜೆ ಮೇಳ [393, 1488, 472, 1504]
department-name: ಯುವ ಸಬಲೀಕರಣ ಮತ್ತು ಕ್ರೀಡಾ ಇಲಾಖೆ [685, 1885, 879, 1903]
notice-heading: ಟೆಂಡರ್ ಪ್ರಕಟಣೆ (ಇ-ಪ್ರೊಕ್ಯೂರ್ಮೆಂಟ್ ಮುಖಾಂತರ ಮಾತ್ರ) [1228, 91, 1435, 105]
commodity: ಆರ್‌ಎಸ್‌ಎಸ್ 4 [969, 648, 1022, 658]
sub-headline: ಅನ್ಯಾಯ ಮಾಡಬಾರದು [522, 291, 607, 305]
market-row [969, 676, 1128, 691]
work-item: 5) ಸುಳ್ಯ ತಾಲೂಕು ಚರಂಡಿ ನಿರ್ಮಾಣ – ರೂ. 60.00 ಲಕ್ಷ [587, 1029, 765, 1040]
sub-headline: ಸ್ವತಂತ್ರವಾಗಿ ಬದುಕಲು ಬಿಡಿ [361, 208, 460, 222]
article-abbakka [29, 1152, 280, 2345]
paragraph: ◼ ಮಂಗಳೂರು: ಬೀದಿ ನಾಯಿಗಳ ಸಂಬಂಧ ಸುಪ್ರೀಂ ಕೋರ್ಟ್ ನೀಡಿರುವ ಮಧ್ಯಂತರ ಆದೇಶದ ವಿರುದ್ಧ ಪ್ರಾಣಿ ದಯಾ ಸಂಘಟನೆಗಳು ಜ. 4ರಂದು ಅಖಿಲ ಭಾರತ ಮಟ್ಟದಲ್ಲಿ ಪ್ರತಿಭಟನೆ ನಡೆಸಲು ನಿರ್ಧರಿಸಿವೆ. ಮಂಗಳೂರಿನ ನೆಹರೂ ಮೈದಾನದ ಬಳಿ ಬುಧವಾರ ಸೇರಿದ ಪ್ರಾಣಿಪ್ರಿಯರ ಸಭೆಯಲ್ಲಿ ಈ ನಿರ್ಧಾರ ಕೈಗೊಳ್ಳಲಾಗಿದ್ದು, ಬೆಳಿಗ್ಗೆ 9.30ಕ್ಕೆ ಪ್ರತಿಭಟನೆ ನಡೆಯಲಿದೆ ಎಂದು ಆಯೋಜಕರು ತಿಳಿಸಿದ್ದಾರೆ. [29, 205, 172, 321]
department-name: ಲೋಕೋಪಯೋಗಿ ಇಲಾಖೆ [692, 856, 836, 875]
dipr-code: ಡಿಐಪಿಆರ್/ಟೆಂಡರ್/934/ಟೆಂಡರ್ಸ್/2025-26 [587, 1248, 940, 1260]
signature-line: ಸಹಿ/- ಕಾರ್ಯನಿರ್ವಾಹಕ ಅಭಿಯಂತರರು, [1375, 978, 1505, 989]
quote-icon: ❝ [522, 539, 551, 568]
commodity: ಲಾಟ್ 1 [969, 678, 998, 688]
commodity: ಒಣ ಕೊಬ್ಬರಿ [969, 527, 1009, 538]
ref-code: ಸಂ.ಕಾನಿಅ/ಪಂರಾಇಂವಿ/905/ಟೆಂಡರ್ಸ್/ಪ್ರಕಟಣೆ/2025-26 [971, 1009, 1505, 1021]
mela-prasanga: ಪ್ರಸಂಗ: ಶ್ರೀ ದೇವಿ ಮಹಾತ್ಮೆ [391, 1361, 475, 1372]
work-item: 1) ಮಂಗಳೂರು ನಗರದ ವಿವಿಧೆಡೆ ರಸ್ತೆ ಅಭಿವೃದ್ಧಿ – ರೂ. 150.00 ಲಕ್ಷ [587, 972, 802, 984]
paragraph: ಜಿಲ್ಲಾ ಪಂಚಾಯತ್ ಸಭಾಂಗಣದಲ್ಲಿ ಬುಧವಾರ ನಡೆದ ಮಕ್ಕಳ ಹಕ್ಕುಗಳ ಕುರಿತ ಸಂವಾದ ಕಾರ್ಯಕ್ರಮದಲ್ಲಿ ಅವರು ಮಾತನಾಡಿದರು. ಜಿಲ್ಲೆಯಲ್ಲಿ ಮಕ್ಕಳ ಸಹಾಯವಾಣಿ 1098ಕ್ಕೆ ಈ ವರ್ಷ ಸಾವಿರಕ್ಕೂ ಅಧಿಕ ಕರೆಗಳು ಬಂದಿದ್ದು, ಪ್ರತಿ ದೂರಿನ ಬಗ್ಗೆಯೂ ಕ್ರಮ ಕೈಗೊಳ್ಳಲಾಗಿದೆ ಎಂದರು. [175, 701, 337, 776]
paragraph: ಬೀದಿ ನಾಯಿಗಳ ಸಂಖ್ಯೆ ಕಡಿಮೆ ಮಾಡಲು ವೈಜ್ಞಾನಿಕ ಮತ್ತು ಮಾನವೀಯ ವಿಧಾನಗಳನ್ನೇ ಅನುಸರಿಸಬೇಕು. ಅವುಗಳ ಪ್ರಾಣ ಸಂಹಾರ ನಿಯಮಕ್ಕೆ ವಿರುದ್ಧ ಎಂದು ಸಭೆಯಲ್ಲಿ ಪಾಲ್ಗೊಂಡ ಮುಖಂಡರು ಅಭಿಪ್ರಾಯಪಟ್ಟರು. [183, 338, 327, 400]
tender-ref: ಟೆಂ.ಪ್ರ.ಸಂ. ನಂ:34/2025-26 [1159, 374, 1269, 386]
pwd-tender-notice [576, 800, 952, 1864]
kateelu-item: 1. ಒಂದನೇ ಮೇಳ: ಬಪ್ಪನಾಡು, ಮೂಲ್ಕಿ [309, 1231, 439, 1243]
mela-name: ಶ್ರೀ ಧರ್ಮಸ್ಥಳ ಮೇಳ [391, 1333, 475, 1348]
notice-item: 1) ಕ್ರಮ ಸಂಖ್ಯೆ : (01) ರಿಂದ (06) ರವರೆಗಿನ ಕಾಮಗಾರಿಗಳಿಗೆ ದಿನಾಂಕ : 31-12-2025 ರಿಂದ ಟೆಂಡರ್ ದಾಖಲೆಗಳು ಲಭ್ಯವಿದ್ದು, ದಿನಾಂಕ : 27-01-2026 ರ ಸಂಜೆ 4.00 ಗಂಟೆಯೊಳಗೆ ಸಲ್ಲಿಸತಕ್ಕದ್ದು. [587, 1061, 940, 1084]
mela-entry [309, 1639, 557, 1691]
commodity: ಜಾಯಿ ಪತ್ರೆ [969, 609, 1005, 621]
article-dogs-kicker: ಬೀದಿ ನಾಯಿಗಳ ಕುರಿತು ಸುಪ್ರೀಂಕೋರ್ಟ್ ಮಧ್ಯಂತರ ಆದೇಶ [29, 113, 434, 137]
quote-attribution: ■ ಡಾ. ತಿಪ್ಪೇಸ್ವಾಮಿ ಕೆ.ಟಿ [522, 647, 652, 659]
signature-line: ಸಹಿ/- ಕಾರ್ಯನಿರ್ವಾಹಕ ಅಭಿಯಂತರರು, [1375, 1450, 1505, 1462]
market-row [969, 511, 1128, 526]
market-rates-box [960, 328, 1138, 787]
paragraph: ನಗರದ ಹಲವು ಬಡಾವಣೆಗಳಲ್ಲಿ ನಾಯಿಗಳಿಗೆ ವಿಷ ಹಾಕಿರುವ ಘಟನೆಗಳು ವರದಿಯಾಗಿದ್ದು, ತಪ್ಪಿತಸ್ಥರ ವಿರುದ್ಧ ಕ್ರಮ ಕೈಗೊಳ್ಳಬೇಕು ಎಂದು ಆಗ್ರಹಿಸಿದರು. ಪ್ರಾಣಿ ಕಲ್ಯಾಣ ಮಂಡಳಿ ನಿಯಮ ಪಾಲಿಸದ ಸ್ಥಳೀಯ ಸಂಸ್ಥೆಗಳ ವಿರುದ್ಧವೂ ದೂರು ದಾಖಲಿಸಲಾಗುವುದು ಎಂದರು. [492, 206, 637, 281]
paragraph: ◼ ಉಳ್ಳಾಲ: ಉಳ್ಳಾಲದ ಐತಿಹಾಸಿಕ ವೀರರಾಣಿ ಅಬ್ಬಕ್ಕ ಉತ್ಸವ 2026ರ ಫೆಬ್ರವರಿ 14ರಂದು ಜರುಗಲಿದ್ದು, ಈ ಸಂದರ್ಭದಲ್ಲಿ ನೀಡಲಾಗುವ ವೀರರಾಣಿ ಅಬ್ಬಕ್ಕ ಪ್ರಶಸ್ತಿ ಮತ್ತು ಪುರಸ್ಕಾರಗಳಿಗೆ ಅರ್ಜಿ ಆಹ್ವಾನಿಸಲಾಗಿದೆ. [29, 1216, 280, 1254]
signature-line: ಯುವ ಸಬಲೀಕರಣ ಮತ್ತು ಕ್ರೀಡಾ ಇಲಾಖೆ, ಬೆಂಗಳೂರು [770, 2109, 940, 2121]
market-section-title: ರಬ್ಬರ್ ಧಾರಣೆ ಕೆ.ಜಿ.ಗೆ [969, 626, 1128, 643]
signature-line: ಸಹಿ/- ಕಾರ್ಯನಿರ್ವಾಹಕ ಅಭಿಯಂತರರು, [1375, 2015, 1505, 2027]
notice-body: ಕಾರ್ಯಪಾಲಕ ಇಂಜಿನಿಯರ್, ಸಣ್ಣ ನೀರಾವರಿ ಮತ್ತು ಅಂತರ್ಜಲ ಅಭಿವೃದ್ಧಿ ವಿಭಾಗ ಕಚೇರಿ ವ್ಯಾಪ್ತಿಯ ಎರಡು ಕಾಮಗಾರಿಗಳಿಗೆ ಅಂದಾಜು ಮೊತ್ತ ಕ್ರಮವಾಗಿ ರೂ.33.71 ಲಕ್ಷ ಹಾಗೂ ರೂ.80.62 ಲಕ್ಷಗಳಿಗೆ ದ್ವಿ-ಲಕೋಟೆ ಪದ್ಧತಿಯಲ್ಲಿ ಇ-ಪ್ರೊಕ್ಯೂರ್ಮೆಂಟ್ ಮುಖಾಂತರ ಅರ್ಹ ಗುತ್ತಿಗೆದಾರರಿಂದ ಟೆಂಡರ್ ಆಹ್ವಾನಿಸಲಾಗಿದೆ. ಟೆಂಡರ್ ದಾಖಲೆಗಳು ದಿನಾಂಕ:29.12.2025 ರಿಂದ ಲಭ್ಯವಿದ್ದು, ಸಲ್ಲಿಸಲು ಕೊನೆಯ ದಿನಾಂಕ: 12.01.2026 ಸಂಜೆ 17:00 ಘಂಟೆ. [1159, 406, 1505, 466]
commodity: ಆರ್‌ಎಸ್‌ಎಸ್ 5 [969, 662, 1022, 674]
notice-item: 2) ತಾಂತ್ರಿಕ ಬಿಡ್ ತೆರೆಯುವ ದಿನಾಂಕ : 28-01-2026 ರಂದು ಸಂಜೆ 4.30 ಗಂಟೆಗೆ (ಅಪರಾಹ್ನ). [587, 1091, 884, 1103]
market-date: 31-12-2025 [1011, 355, 1086, 369]
paragraph: ಬೀದಿ ನಾಯಿಗಳು ಈ ಭೂಮಿಯ ಮೇಲೆ ಸ್ವತಂತ್ರವಾಗಿ ಬದುಕಲು ಹಕ್ಕುದಾರರು. ಅವುಗಳನ್ನು ಹಿಡಿದು ಶೆಲ್ಟರ್‌ಗಳಲ್ಲಿ ಕೂಡಿಹಾಕುವುದು ಪ್ರಾಣಿ ಹಿಂಸೆ. ಲಸಿಕೆ ಹಾಗೂ ಸಂತಾನಹರಣ ಶಸ್ತ್ರಚಿಕಿತ್ಸೆ ನಡೆಸಿ ಮೂಲ ಸ್ಥಳದಲ್ಲೇ ಬಿಡಬೇಕು ಎಂಬುದು ನಿಯಮ ಎಂದು ಹೋರಾಟಗಾರರು ಹೇಳಿದರು. [338, 227, 482, 316]
commodity: ಹಳೆ ಪಟೋರ [969, 453, 1011, 464]
price-range: 315 - 365 [1078, 438, 1128, 449]
mela-venue: ಹಳೆಯಂಗಡಿ ಪೇಟೆ ಸಮೀಪದ ಗದ್ದೆಯಲ್ಲಿ [371, 1504, 494, 1515]
price-range: 220 - 250 [1078, 527, 1128, 538]
price-range: 310 - 675 [1078, 609, 1128, 621]
signature-line: ಸಹಿ/- [921, 2084, 940, 2096]
sub-headline: ಅಧಿಕ ಮೊಬೈಲ್ ಬಳಕೆಯೇ ಕಾರಣ [34, 646, 158, 660]
street-dogs-photo [183, 205, 326, 332]
mela-entry [309, 1535, 557, 1587]
office-name: ವಿಕಾಸಸೌಧ, ಬೆಂಗಳೂರು-560 001, ದೂರವಾಣಿ: 080-22215601, 22211246 [651, 1902, 913, 1913]
header-rule [29, 102, 720, 104]
article-children-body [29, 537, 946, 785]
commodity: ಸಿಪ್ಪೆಗೋಟು [969, 483, 1006, 493]
notice-item: 5) ಟೆಂಡರ್ ನಮೂನೆ, ಅರ್ಹತಾ ಷರತ್ತುಗಳು, ಇಎಂಡಿ ವಿವರ ಇತ್ಯಾದಿ ಮಾಹಿತಿಯನ್ನು ಇ-ಪ್ರೊಕ್ಯೂರ್ಮೆಂಟ್ ವೆಬ್‌ಸೈಟ್‌ನಲ್ಲಿ ಪಡೆಯಬಹುದು. [587, 1157, 940, 1181]
paragraph: ಸಮಾಜಸೇವೆ, ಶಿಕ್ಷಣ, ಸಂಸ್ಕೃತಿ, ಸಾಹಿತ್ಯ ಮತ್ತು ಸಂಶೋಧನಾ ಕ್ಷೇತ್ರಗಳಲ್ಲಿ ಗಣನೀಯ ಸಾಧನೆ ಮಾಡಿದ ಇಬ್ಬರು ಮಹಿಳಾ ಸಾಧಕಿಯರಿಗೆ ಪ್ರಶಸ್ತಿ ನೀಡಲಾಗುವುದು. ಪ್ರಶಸ್ತಿಯು ತಲಾ ರೂ. 25 ಸಾವಿರ ನಗದು, ಸ್ಮರಣಿಕೆ, ಪ್ರಶಸ್ತಿ ಪತ್ರ ಒಳಗೊಂಡಿದೆ. [29, 1323, 280, 1360]
notice-item: 4) ತಾಂತ್ರಿಕ ಬಿಡ್ ತೆರೆಯುವ ದಿನಾಂಕ : 16-01-2026 ರ ಬೆಳಿಗ್ಗೆ 11.00 ಗಂಟೆಗೆ (ಅಪರಾಹ್ನ ಪೂರ್ವ). [587, 1139, 902, 1151]
office-name: ಶಿವಮೊಗ್ಗ-577204 [1283, 356, 1381, 371]
tender-date: ದಿನಾಂಕ:29.12.2025 [1420, 841, 1505, 852]
article-children-kicker: ಸಂವಾದ ಕಾರ್ಯಕ್ರಮದಲ್ಲಿ ರಾಜ್ಯ ಮಕ್ಕಳ ಹಕ್ಕುಗಳ ರಕ್ಷಣಾ ಆಯೋಗದ ಸದಸ್ಯ ಡಾ. ತಿಪ್ಪೇಸ್ವಾಮಿ [29, 438, 717, 464]
lottery-title: ಅದೃಷ್ಟ ಚೀಟಿ ಫಲಿತಾಂಶ [967, 119, 1130, 141]
org-subtitle: (ಕರ್ನಾಟಕ ಸರ್ಕಾರದ ಅಂಗ ಸಂಸ್ಥೆ) [1281, 52, 1383, 63]
market-row [969, 421, 1128, 437]
mela-prasanga: ಪ್ರಸಂಗ: ಕೋಟಿ ಚೆನ್ನಯ [395, 1413, 470, 1424]
article-dogs-headline: ಜ.4ರಂದು ಅ.ಭಾ. ಮಟ್ಟದ ಪ್ರತಿಭಟನೆ [29, 139, 554, 188]
prize-number: 862 [1090, 210, 1125, 230]
market-row [969, 496, 1128, 512]
notice-paragraph: ಟೆಂಡರ್ ದಾಖಲೆಗಳನ್ನು ದಿನಾಂಕ: 31.12.2025 ರಿಂದ 19.01.2026, ಸಮಯ 16.00 ಗಂಟೆಯವರೆಗೆ ಸಲ್ಲಿಸಬಹುದು. ಇಎಂಡಿ ಮೊತ್ತ ರೂ. 3,10,314/- ಆಗಿರುತ್ತದೆ. ಪೂರ್ವಭಾವಿ ಸಭೆ ದಿನಾಂಕ: 10.01.2026, ಸಮಯ 16.00 ಗಂಟೆ. [587, 1981, 940, 2016]
office-name: ಕಾರ್ಯಾಲಯ ಕಾರ್ಯನಿರ್ವಾಹಕ ಇಂಜಿನಿಯರ, ಕೃಷ್ಣಾ(ನಿ), ಜಿ.ಬಿ.ವಿಭಾಗ ಸಂಖ್ಯೆ 2, ಭೀಮರಾಯನಗುಡಿ [1087, 1297, 1444, 1311]
dateline-date: 1 ಜನವರಿ 2026 [71, 59, 150, 73]
notice-body: ಪ್ರಸಕ್ತ ಸಾಲಿನಲ್ಲಿ ನಿಗಮದ ವ್ಯಾಪ್ತಿಯ ಕಾಲುವೆ ಆಧುನೀಕರಣ ಹಾಗೂ ನಿರ್ವಹಣಾ ಕಾಮಗಾರಿಗಳಿಗೆ (works indent no: 1) 2464 CALL-2, 2) 2689) ಇ-ಪ್ರೊಕ್ಯೂರ್ಮೆಂಟ್ ಮುಖಾಂತರ ಟೆಂಡರ್ ಆಹ್ವಾನಿಸಲಾಗಿದೆ. 1) ಟೆಂಡರ್ ಅಂದಾಜು ಮೊತ್ತ ಕ್ರಮವಾಗಿ ರೂ. 91.79 ಲಕ್ಷಗಳು ಹಾಗೂ ರೂ. 38.11 ಲಕ್ಷಗಳು. 2) ಇಎಂಡಿ ಮೊತ್ತ ಕ್ರಮವಾಗಿ ರೂ. 1,83,600.00 ಹಾಗೂ ರೂ. 76,500.00. 3) ಟೆಂಡರ್ ದಾಖಲೆ ಮಾರಾಟದ ಪ್ರಾರಂಭ ದಿನಾಂಕ: 31.12.2025. [971, 1365, 1224, 1437]
pull-quote [520, 537, 654, 663]
price-range: 375 - 405 [1078, 453, 1128, 464]
paragraph: ಕಲಿಕೆಯಲ್ಲಿ ಹಿಂದುಳಿದ ಮಕ್ಕಳಿಗೆ ವಿಶೇಷ ತರಬೇತಿ, ಶಾಲೆ ಬಿಟ್ಟ ಮಕ್ಕಳನ್ನು ಮರಳಿ ಶಾಲೆಗೆ ಕರೆತರುವ ಅಭಿಯಾನ ನಡೆಯುತ್ತಿದೆ. ಬಾಲ ಕಾರ್ಮಿಕ ಪದ್ಧತಿ, ಬಾಲ್ಯ ವಿವಾಹ ತಡೆಗೆ ಇಲಾಖೆಗಳು ಜಂಟಿ ಕಾರ್ಯಾಚರಣೆ ನಡೆಸುತ್ತಿವೆ ಎಂದರು. [346, 701, 509, 763]
karnataka-emblem-icon [745, 810, 783, 852]
paragraph: ಅಬ್ಬಕ್ಕ ರಾಣಿಯ ಶೌರ್ಯ, ಸ್ವಾಭಿಮಾನ ಮತ್ತು ದೇಶಪ್ರೇಮ ಇಂದಿನ ಪೀಳಿಗೆಗೆ ಮಾದರಿ. ಆಕೆಯ ಸ್ಮರಣೆ ನಿರಂತರವಾಗಿ ನಡೆಯಬೇಕು ಎಂಬ ಉದ್ದೇಶದಿಂದ ಪ್ರತಿ ವರ್ಷ ಉತ್ಸವ ನಡೆಸಲಾಗುತ್ತಿದೆ ಎಂದು ಸಮಿತಿ ಪ್ರಕಟಣೆಯಲ್ಲಿ ತಿಳಿಸಿದೆ. [29, 1416, 280, 1454]
work-item: 4) ಪುತ್ತೂರು ವಿಭಾಗೀಯ ರಸ್ತೆ ಡಾಂಬರೀಕರಣ – ರೂ. 95.00 ಲಕ್ಷ [587, 1014, 788, 1026]
prize-number: 323 [1090, 233, 1125, 253]
mela-entry [309, 1691, 557, 1742]
masthead-banner [739, 27, 1134, 79]
mela-entry [309, 1432, 557, 1484]
org-address: ನಂ.8, ಎಂಎಸ್‌ಬಿ-1, 6ನೇ ಮತ್ತು 7ನೇ ಮಹಡಿ, ಕನಿಂಗ್‌ಹ್ಯಾಮ್ ರಸ್ತೆ, ಬೆಂಗಳೂರು-560052. [1196, 63, 1468, 74]
mela-name: ಶ್ರೀ ಸುಂಕದಕಟ್ಟೆ ಮೇಳ [389, 1385, 477, 1400]
notice-body: 1) ಶಿವಮೊಗ್ಗ ತಾಲೂಕಿನ ಹಳ್ಳದ ಕೆರೆ ಏತ ನೀರಾವರಿ ಯೋಜನೆ ದುರಸ್ತಿ ಕಾಮಗಾರಿ – ರೂ.33.71 ಲಕ್ಷ. 2) ಸೊರಬ ತಾಲೂಕಿನ ಕೆರೆ ಅಭಿವೃದ್ಧಿ ಕಾಮಗಾರಿ – ರೂ.80.62 ಲಕ್ಷ. ಹೆಚ್ಚಿನ ವಿವರಗಳನ್ನು http://kppp.karnataka.gov.in/ ವೆಬ್‌ಸೈಟ್‌ನಲ್ಲಿ ಪಡೆಯಬಹುದು. ಮುಂದಿನ ಯಾವುದೇ ತಿದ್ದುಪಡಿ/ಬದಲಾವಣೆಗಳನ್ನು ಸದರಿ ವೆಬ್‌ಸೈಟ್‌ನಲ್ಲಿ ಮಾತ್ರ ಪ್ರಕಟಿಸಲಾಗುವುದು. ಟೆಂಡರ್ ಅರ್ಹತಾ ಷರತ್ತುಗಳು, ಇಎಂಡಿ ವಿವರ ಇತ್ಯಾದಿಗಳನ್ನು ಟೆಂಡರ್ ದಾಖಲೆಯಲ್ಲಿ ನಮೂದಿಸಲಾಗಿದೆ. [1159, 473, 1505, 534]
kateelu-item: 2. ಎರಡನೇ ಮೇಳ: ಕಿನ್ನಿಗೋಳಿ, ಐಕಳ [309, 1246, 433, 1258]
market-row [969, 451, 1128, 466]
mela-prasanga: ಪ್ರಸಂಗ: ಶ್ರೀ ಕೃಷ್ಣ ಪಾರಿಜಾತ [390, 1516, 476, 1528]
tender-ref: ಟೆಂಡರ್ ಪ್ರಕಟಣೆ ಸಂಖ್ಯೆ : 16/2025-26 [587, 891, 726, 902]
market-row [969, 466, 1128, 482]
event-group-photo [175, 537, 509, 681]
dateline-city: ಮಂಗಳೂರು [85, 73, 135, 87]
market-row [969, 540, 1128, 556]
zilla-panchayat-logo-icon [971, 1827, 1015, 1871]
price-range: 260 - 280 [1078, 497, 1128, 509]
paragraph: ಠಾಣೆಯಿಂದ ಪರಾರಿಯಾದ ಪ್ರಕರಣ ಸಂಬಂಧ ಇಬ್ಬರು ಸಿಬ್ಬಂದಿಯನ್ನು ಅಮಾನತುಗೊಳಿಸಲಾಗಿದ್ದು, ಇಲಾಖಾ ತನಿಖೆಗೆ ಆದೇಶಿಸಲಾಗಿದೆ. ಹೆಚ್ಚಿನ ತನಿಖೆ ಮುಂದುವರಿದಿದೆ ಎಂದು ಹಿರಿಯ ಅಧಿಕಾರಿಗಳು ಹೇಳಿದ್ದಾರೆ. [391, 949, 562, 1012]
sub-headline: ವೀರರಾಣಿ ಅಬ್ಬಕ್ಕ ಪುರಸ್ಕಾರ [29, 1367, 124, 1381]
commodity: ಲಾಟ್ 2 [969, 692, 998, 703]
lottery-result-box [960, 111, 1138, 319]
price-range: 500 - 530 [1078, 423, 1128, 434]
works-title: ಪ್ರಮುಖ ಕಾಮಗಾರಿಗಳ ವಿವರ: [587, 960, 682, 971]
org-name: ಕರ್ನಾಟಕ ವಸತಿ ಶಿಕ್ಷಣ ಸಂಸ್ಥೆಗಳ ಸಂಘ, ಬೆಂಗಳೂರು [1222, 36, 1441, 52]
dipr-code: ಡಿಐಪಿಆರ್/ಸಿಪಿ/4768/ಎನ್‌ಆರ್/2025-26 [587, 2127, 940, 2139]
